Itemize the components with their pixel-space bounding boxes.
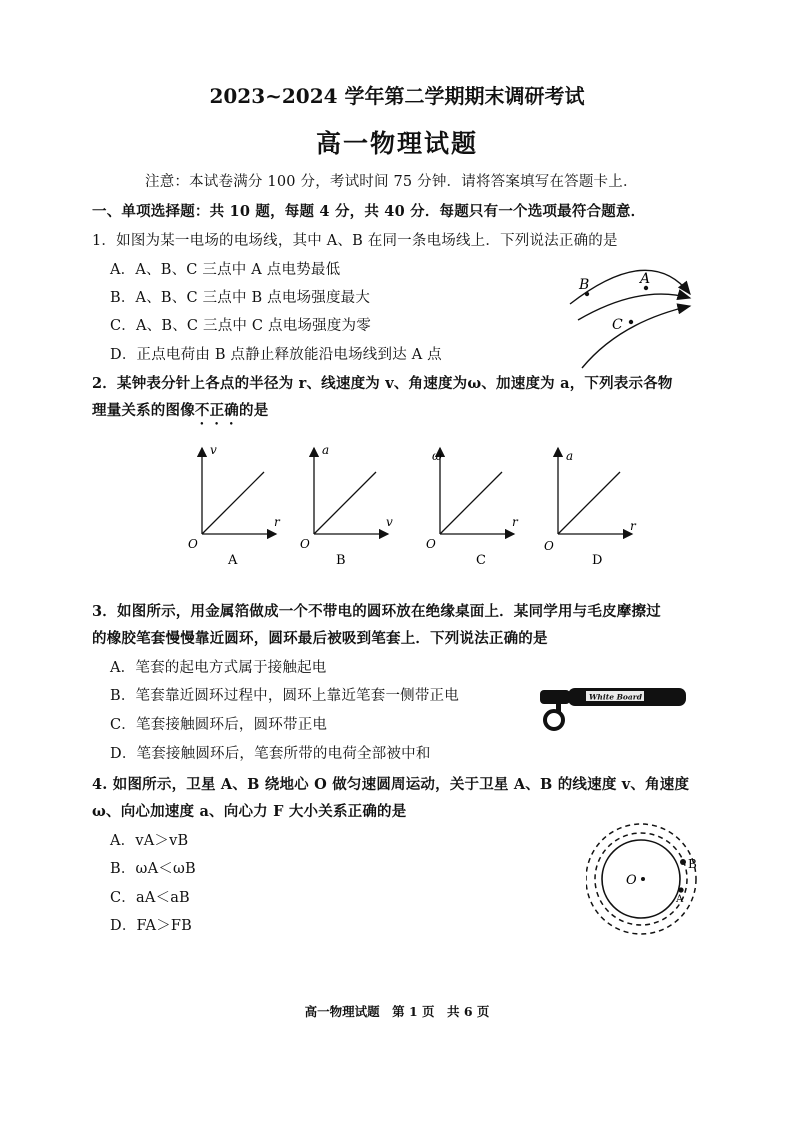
q4-stem-line2: ω、向心加速度 a、向心力 F 大小关系正确的是	[92, 803, 407, 820]
graph-a-origin: O	[188, 537, 198, 551]
q1-electric-field-figure	[560, 262, 710, 372]
q3-stem-line1: 3．如图所示，用金属箔做成一个不带电的圆环放在绝缘桌面上．某同学用与毛皮摩擦过	[92, 603, 661, 620]
q2-graphs	[180, 440, 650, 575]
exam-title: 2023~2024 学年第二学期期末调研考试	[209, 84, 585, 108]
satellite-b-label: B	[688, 857, 697, 871]
q4-satellite-orbits-figure	[586, 818, 706, 940]
graph-b-y-label: a	[322, 443, 330, 457]
graph-a	[188, 443, 281, 568]
satellite-b-dot	[680, 859, 686, 865]
satellite-a-label: A	[676, 894, 684, 905]
graph-b-x-label: v	[386, 515, 393, 529]
q4-option-d: D．FA＞FB	[110, 918, 193, 934]
q1-stem: 1．如图为某一电场的电场线，其中 A、B 在同一条电场线上．下列说法正确的是	[92, 233, 618, 249]
graph-d-x-label: r	[630, 519, 636, 533]
q4-option-b: B．ωA＜ωB	[110, 861, 196, 877]
graph-c-y-label: ω	[432, 449, 442, 463]
graph-a-caption: A	[228, 553, 238, 568]
graph-a-y-label: v	[210, 443, 217, 457]
graph-d-y-label: a	[566, 449, 574, 463]
graph-c-caption: C	[476, 553, 486, 568]
q3-option-a: A．笔套的起电方式属于接触起电	[110, 660, 327, 676]
q4-stem-line1: 4. 如图所示，卫星 A、B 绕地心 O 做匀速圆周运动，关于卫星 A、B 的线速度 v、角速度	[92, 776, 690, 793]
center-o-dot	[641, 877, 645, 881]
point-b-label: B	[579, 277, 590, 293]
pen-cap	[540, 690, 570, 704]
q3-option-b: B．笔套靠近圆环过程中，圆环上靠近笔套一侧带正电	[110, 688, 459, 704]
q2-stem-pre: 理量关系的图像	[92, 402, 195, 419]
graph-c-origin: O	[426, 537, 436, 551]
q4-option-a: A．vA＞vB	[110, 833, 189, 849]
graph-d	[544, 448, 637, 568]
page-footer: 高一物理试题 第 1 页 共 6 页	[304, 1004, 490, 1019]
q2-stem-post: 的是	[239, 402, 269, 419]
field-line-middle	[578, 294, 690, 320]
q2-stem-emphasis: 不正确	[194, 402, 240, 419]
subject-title: 高一物理试题	[315, 129, 478, 158]
q3-option-c: C．笔套接触圆环后，圆环带正电	[110, 717, 328, 733]
q3-pen-ring-figure	[530, 682, 700, 734]
q1-option-a: A．A、B、C 三点中 A 点电势最低	[110, 262, 341, 278]
foil-ring	[545, 711, 563, 729]
satellite-a-dot	[678, 887, 683, 892]
graph-c-x-label: r	[512, 515, 518, 529]
graph-d-origin: O	[544, 539, 554, 553]
point-c-dot	[629, 320, 633, 324]
graph-b	[300, 443, 393, 568]
graph-b-origin: O	[300, 537, 310, 551]
graph-d-caption: D	[592, 553, 603, 568]
center-o-label: O	[626, 873, 637, 888]
q2-stem-line1: 2．某钟表分针上各点的半径为 r、线速度为 v、角速度为ω、加速度为 a，下列表示各物	[92, 375, 673, 392]
q3-stem-line2: 的橡胶笔套慢慢靠近圆环，圆环最后被吸到笔套上．下列说法正确的是	[92, 630, 548, 647]
graph-a-x-label: r	[274, 515, 280, 529]
section-heading: 一、单项选择题：共 10 题，每题 4 分，共 40 分．每题只有一个选项最符合题意．	[92, 203, 646, 220]
q1-option-c: C．A、B、C 三点中 C 点电场强度为零	[110, 318, 371, 334]
q1-option-d: D．正点电荷由 B 点静止释放能沿电场线到达 A 点	[110, 347, 442, 363]
q1-option-b: B．A、B、C 三点中 B 点电场强度最大	[110, 290, 371, 306]
exam-notice: 注意：本试卷满分 100 分，考试时间 75 分钟．请将答案填写在答题卡上．	[145, 174, 638, 190]
q4-option-c: C．aA＜aB	[110, 890, 190, 906]
field-line-bottom	[582, 306, 690, 368]
point-a-label: A	[640, 271, 651, 287]
q2-stem-line2	[92, 399, 268, 428]
pen-label-text: White Board	[589, 692, 642, 702]
q3-option-d: D．笔套接触圆环后，笔套所带的电荷全部被中和	[110, 746, 431, 762]
graph-c	[426, 448, 519, 568]
point-c-label: C	[612, 317, 623, 333]
graph-b-caption: B	[336, 553, 346, 568]
